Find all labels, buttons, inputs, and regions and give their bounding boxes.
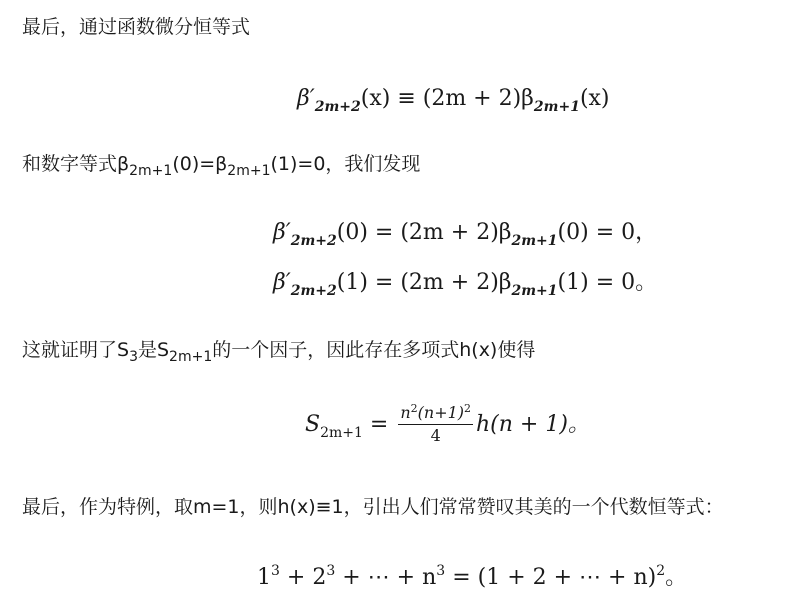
beta-prime: β′ [273, 220, 291, 245]
text-segment: 这就证明了S [22, 339, 130, 361]
beta-prime: β′ [297, 86, 315, 111]
numerator-n: n [400, 403, 411, 422]
beta-prime: β′ [273, 270, 291, 295]
superscript: 3 [436, 563, 446, 579]
fraction-numerator [398, 403, 473, 425]
term: + 2 [279, 565, 327, 590]
text-segment: (0)=β [172, 153, 228, 175]
text-segment: (1)=0，我们发现 [270, 153, 421, 175]
paragraph-special-case: 最后，作为特例，取m=1，则h(x)≡1，引出人们常常赞叹其美的一个代数恒等式： [22, 496, 724, 518]
term: + ⋯ + n [335, 565, 437, 590]
subscript: 2m+2 [290, 283, 337, 299]
paragraph-intro: 最后，通过函数微分恒等式 [22, 16, 251, 38]
superscript: 2 [464, 402, 472, 415]
equation-end: (0) = 0， [557, 220, 658, 245]
text-segment: 和数字等式β [22, 153, 130, 175]
equation-end: (x) [579, 86, 610, 111]
paragraph-numeric-identity [22, 151, 420, 177]
equation-nicomachus [257, 563, 687, 593]
equation-end: (1) = 0。 [557, 270, 658, 295]
equation-middle: (0) = (2m + 2)β [336, 220, 512, 245]
term: 1 [257, 565, 271, 590]
text-segment: 是S [137, 339, 170, 361]
subscript: 2m+1 [129, 163, 173, 179]
superscript: 2 [656, 563, 666, 579]
equation-middle: (x) ≡ (2m + 2)β [360, 86, 534, 111]
subscript: 2m+1 [227, 163, 271, 179]
subscript: 2m+1 [169, 349, 213, 365]
superscript: 2 [410, 402, 418, 415]
subscript: 2m+1 [511, 283, 558, 299]
equation-at-one [273, 268, 657, 298]
paragraph-factor [22, 337, 535, 363]
fraction-denominator: 4 [430, 426, 441, 445]
equals: = [362, 412, 396, 437]
subscript: 3 [129, 349, 138, 365]
subscript: 2m+1 [320, 425, 363, 441]
subscript: 2m+2 [314, 99, 361, 115]
numerator-mid: (n+1) [417, 403, 465, 422]
term: = (1 + 2 + ⋯ + n) [445, 565, 657, 590]
equation-at-zero [273, 218, 657, 248]
equation-sum-formula [305, 403, 590, 447]
term: 。 [665, 565, 688, 590]
superscript: 3 [271, 563, 280, 579]
subscript: 2m+2 [290, 233, 337, 249]
equation-derivative-identity [297, 84, 610, 114]
equation-tail: h(n + 1)。 [476, 412, 590, 437]
subscript: 2m+1 [511, 233, 558, 249]
fraction [398, 403, 473, 447]
superscript: 3 [326, 563, 336, 579]
s-symbol: S [305, 412, 321, 437]
equation-middle: (1) = (2m + 2)β [336, 270, 512, 295]
subscript: 2m+1 [533, 99, 580, 115]
text-segment: 的一个因子，因此存在多项式h(x)使得 [212, 339, 536, 361]
